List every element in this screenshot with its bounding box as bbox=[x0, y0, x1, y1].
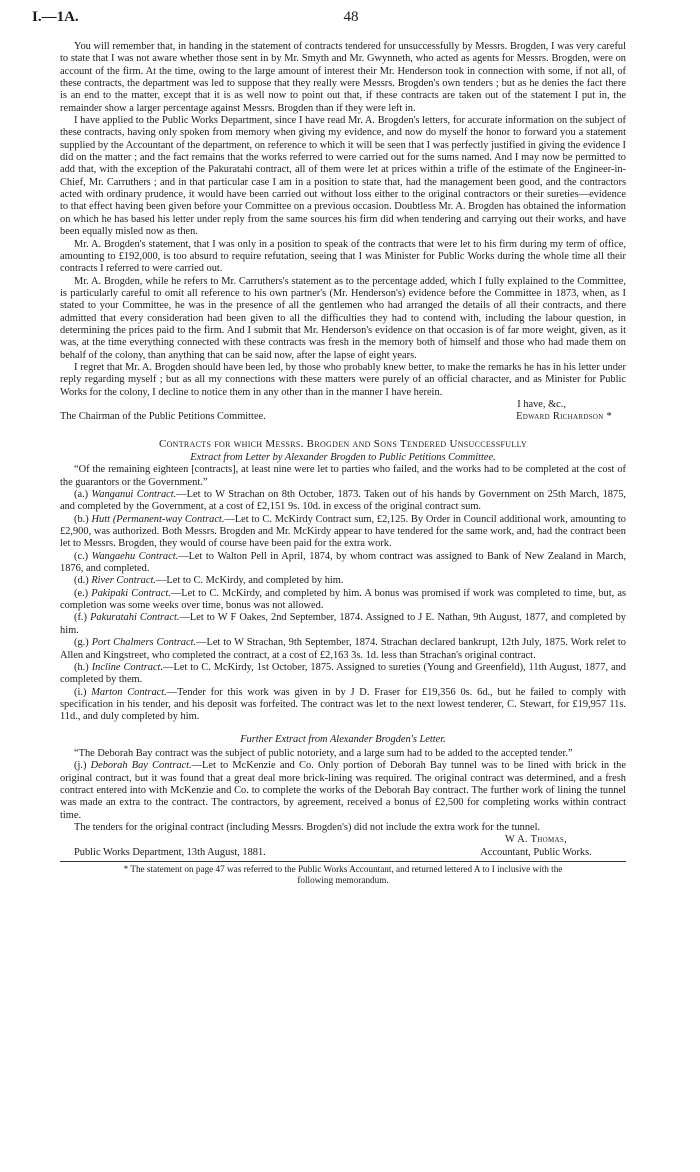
contract-item bbox=[60, 575, 626, 587]
letter-paragraph-4: Mr. A. Brogden, while he refers to Mr. Carruthers's statement as to the percentage added, which I fully explained to the Committee, is particularly careful to omit all reference to his own partner's (Mr. Henderson's) evidence before the Committee in 1873, when, as I stated to your Committee, he was in the presence of all the gentlemen who had arranged the details of all their contracts, and there admitted that every consideration had been given to all the difficulties they had to contend with, including the labour question, in determining the prices paid to the firm. And I submit that Mr. Henderson's evidence on that occasion is of far more weight, given, as it was, at the time everything connected with these contracts was fresh in the memory both of himself and those who had made them on behalf of the colony, than anything that can be said now, after the lapse of eight years. bbox=[60, 275, 626, 361]
page-header bbox=[32, 9, 670, 29]
accountant-title: Accountant, Public Works. bbox=[480, 846, 592, 858]
accountant-name: W A. Thomas, bbox=[505, 834, 567, 846]
contract-item-text: —Let to C. McKirdy, 1st October, 1875. Assigned to sureties (Young and Greenfield), 11th August, 1877, and completed by them. bbox=[60, 661, 626, 686]
contract-item-name: Wangaehu Contract. bbox=[91, 550, 179, 562]
contract-item-label: (e.) bbox=[74, 587, 89, 599]
contract-item bbox=[60, 551, 626, 576]
contract-item-label: (g.) bbox=[74, 637, 89, 649]
contract-item-text: —Let to W Strachan on 8th October, 1873. Taken out of his hands by Government on 25th March, 1875, and completed by the Government, at a cost of £2,151 9s. 10d. in excess of the original contract sum. bbox=[60, 489, 626, 513]
contract-item-text: —Let to W Strachan, 9th September, 1874. Strachan declared bankrupt, 12th July, 1875. Work relet to Allen and Kingstreet, who completed the contract, at a cost of £2,163 3s. 1d. less than Strachan's original contract. bbox=[60, 637, 626, 661]
contract-item bbox=[60, 588, 626, 613]
contract-item bbox=[60, 687, 626, 724]
contract-item-text: —Let to W F Oakes, 2nd September, 1874. Assigned to J E. Nathan, 9th August, 1877, and completed by him. bbox=[60, 612, 626, 636]
contracts-intro: “Of the remaining eighteen [contracts], at least nine were let to parties who failed, and the works had to be completed at the cost of the guarantors or the Government.” bbox=[60, 464, 626, 488]
footnote-line-1: * The statement on page 47 was referred to the Public Works Accountant, and returned lettered A to I inclusive with the bbox=[123, 864, 563, 874]
contract-item-name: Hutt (Permanent-way Contract. bbox=[91, 513, 225, 525]
further-intro: “The Deborah Bay contract was the subject of public notoriety, and a large sum had to be added to the accepted tender.” bbox=[74, 747, 573, 759]
contract-item bbox=[60, 637, 626, 662]
contract-item bbox=[60, 612, 626, 637]
contract-item-label: (i.) bbox=[74, 686, 87, 698]
page-number: 48 bbox=[343, 9, 359, 25]
contracts-subtitle: Extract from Letter by Alexander Brogden to Public Petitions Committee. bbox=[190, 452, 496, 463]
closing-paragraph: The tenders for the original contract (including Messrs. Brogden's) did not include the extra work for the tunnel. bbox=[74, 821, 541, 833]
letter-addressee: The Chairman of the Public Petitions Committee. bbox=[60, 411, 266, 423]
contract-item-label: (b.) bbox=[74, 513, 89, 525]
page-body bbox=[60, 41, 626, 886]
contracts-title: Contracts for which Messrs. Brogden and Sons Tendered Unsuccessfully bbox=[158, 437, 528, 450]
contract-item-label: (d.) bbox=[74, 575, 89, 587]
letter-paragraph-2: I have applied to the Public Works Department, since I have read Mr. A. Brogden's letters, for accurate information on the subject of these contracts, having only spoken from memory when giving my evidence, and now do myself the honor to forward you a statement supplied by the Accountant of the department, on reference to which it will be seen that I was perfectly justified in giving the evidence I did on the matter ; and the fact remains that the works referred to were carried out for the sums named. And I may now be permitted to add that, with the exception of the Pakuratahi contract, all of them were let at prices within a trifle of the estimate of the Engineer-in-Chief, Mr. Carruthers ; and in that particular case I am in a position to state that, had the management been good, and the contractors acted with ordinary prudence, it would have been carried out without loss either to the original contractors or their sureties—evidence to that effect having been given before your Committee on a previous occasion. Doubtless Mr. A. Brogden has obtained the information on which he has based his letter under reply from the same sources his firm did when tendering and carrying out their works, and have been equally misled now as then. bbox=[60, 115, 626, 238]
contracts-title-block bbox=[60, 438, 626, 465]
letter-closing: I have, &c., bbox=[517, 398, 566, 410]
footnote-line-2: following memorandum. bbox=[297, 875, 389, 885]
letter-paragraph-3: Mr. A. Brogden's statement, that I was only in a position to speak of the contracts that were let to his firm during my term of office, amounting to £192,000, is too absurd to require refutation, seeing that I was Minister for Public Works during the whole time all their contracts I referred to were carried out. bbox=[60, 238, 626, 275]
contract-item-label: (f.) bbox=[74, 612, 87, 624]
contract-item-text: —Let to C. McKirdy Contract sum, £2,125. By Order in Council additional work, amounting to £2,900, was authorized. Both Messrs. Brogden and Mr. McKirdy appear to have tendered for the same work, and, had the contract been let to Messrs. Brogden, they would of course have been paid for the extra work. bbox=[60, 513, 626, 550]
contract-item-name: Port Chalmers Contract. bbox=[91, 637, 197, 649]
contract-item-name: River Contract. bbox=[91, 575, 156, 587]
contract-item-name: Incline Contract. bbox=[91, 661, 164, 673]
footnote bbox=[60, 864, 626, 886]
footnote-rule bbox=[60, 861, 626, 862]
contract-item-label: (h.) bbox=[74, 661, 89, 673]
contract-item-text: —Let to McKenzie and Co. Only portion of Deborah Bay tunnel was to be lined with brick in the original contract, but it was found that a great deal more brick-lining was required. The original contract was determined, and a fresh contract entered into with McKenzie and Co. to complete the works of the Deborah Bay contract. The further work of lining the tunnel was made an extra to the contract. The contractors, by agreement, received a bonus of £2,500 for completing works within contract time. bbox=[60, 760, 626, 821]
letter-signature: Edward Richardson * bbox=[516, 411, 612, 423]
contract-item-name: Wanganui Contract. bbox=[91, 489, 177, 501]
section-reference: I.—1A. bbox=[32, 9, 79, 25]
letter-paragraph-1: You will remember that, in handing in the statement of contracts tendered for unsuccessfully by Messrs. Brogden, I was very careful to state that I was not aware whether those sent in by Mr. Smyth and Mr. Gwynneth, who acted as agents for Messrs. Brogden, were on account of the firm. At the time, owing to the large amount of interest their Mr. Henderson took in connection with some, if not all, of these contracts, the department was led to suppose that they really were Messrs. Brogden's own tenders ; but as he denies the fact there is an end to the matter, except that it is as well now to point out that, if these contracts are taken out of the statement I put in, the remainder show a larger percentage against Messrs. Brogden than if they were left in. bbox=[60, 41, 626, 114]
contract-item-text: —Let to C. McKirdy, and completed by him. bbox=[155, 575, 344, 587]
contract-item bbox=[60, 514, 626, 551]
further-extract-title: Further Extract from Alexander Brogden's Letter. bbox=[240, 733, 446, 745]
letter-paragraph-5: I regret that Mr. A. Brogden should have been led, by those who probably knew better, to make the remarks he has in his letter under reply regarding myself ; but as all my connections with these matters were purely of an official character, and as Minister for Public Works for the colony, I decline to notice them in any other than in the manner I have herein. bbox=[60, 361, 626, 398]
contract-item-name: Pakipaki Contract. bbox=[91, 587, 171, 599]
contract-item-text: —Tender for this work was given in by J D. Fraser for £19,356 0s. 6d., but he failed to comply with specification in his tender, and his deposit was forfeited. The contract was let to the next lowest tenderer, C. Stewart, for £19,957 11s. 11d., and duly completed by him. bbox=[60, 686, 626, 723]
contract-item-j bbox=[60, 760, 626, 822]
department-date: Public Works Department, 13th August, 1881. bbox=[74, 846, 266, 858]
contract-item-name: Deborah Bay Contract. bbox=[90, 760, 192, 772]
contract-item-name: Marton Contract. bbox=[91, 686, 167, 698]
contract-item-label: (j.) bbox=[74, 760, 87, 772]
contract-item bbox=[60, 489, 626, 514]
contract-item-label: (c.) bbox=[74, 550, 89, 562]
contract-item bbox=[60, 662, 626, 687]
contract-item-text: —Let to Walton Pell in April, 1874, by whom contract was assigned to Bank of New Zealand in March, 1876, and completed. bbox=[60, 550, 626, 575]
accountant-signature-row-1 bbox=[60, 834, 626, 846]
letter-signature-row bbox=[60, 411, 626, 423]
contract-item-label: (a.) bbox=[74, 489, 89, 501]
accountant-signature-row-2 bbox=[60, 847, 626, 859]
contract-item-text: —Let to C. McKirdy, and completed by him. A bonus was promised if work was completed to time, but, as completion was some weeks over time, bonus was not allowed. bbox=[60, 587, 626, 612]
contract-item-name: Pakuratahi Contract. bbox=[90, 612, 180, 624]
contract-list bbox=[60, 489, 626, 724]
